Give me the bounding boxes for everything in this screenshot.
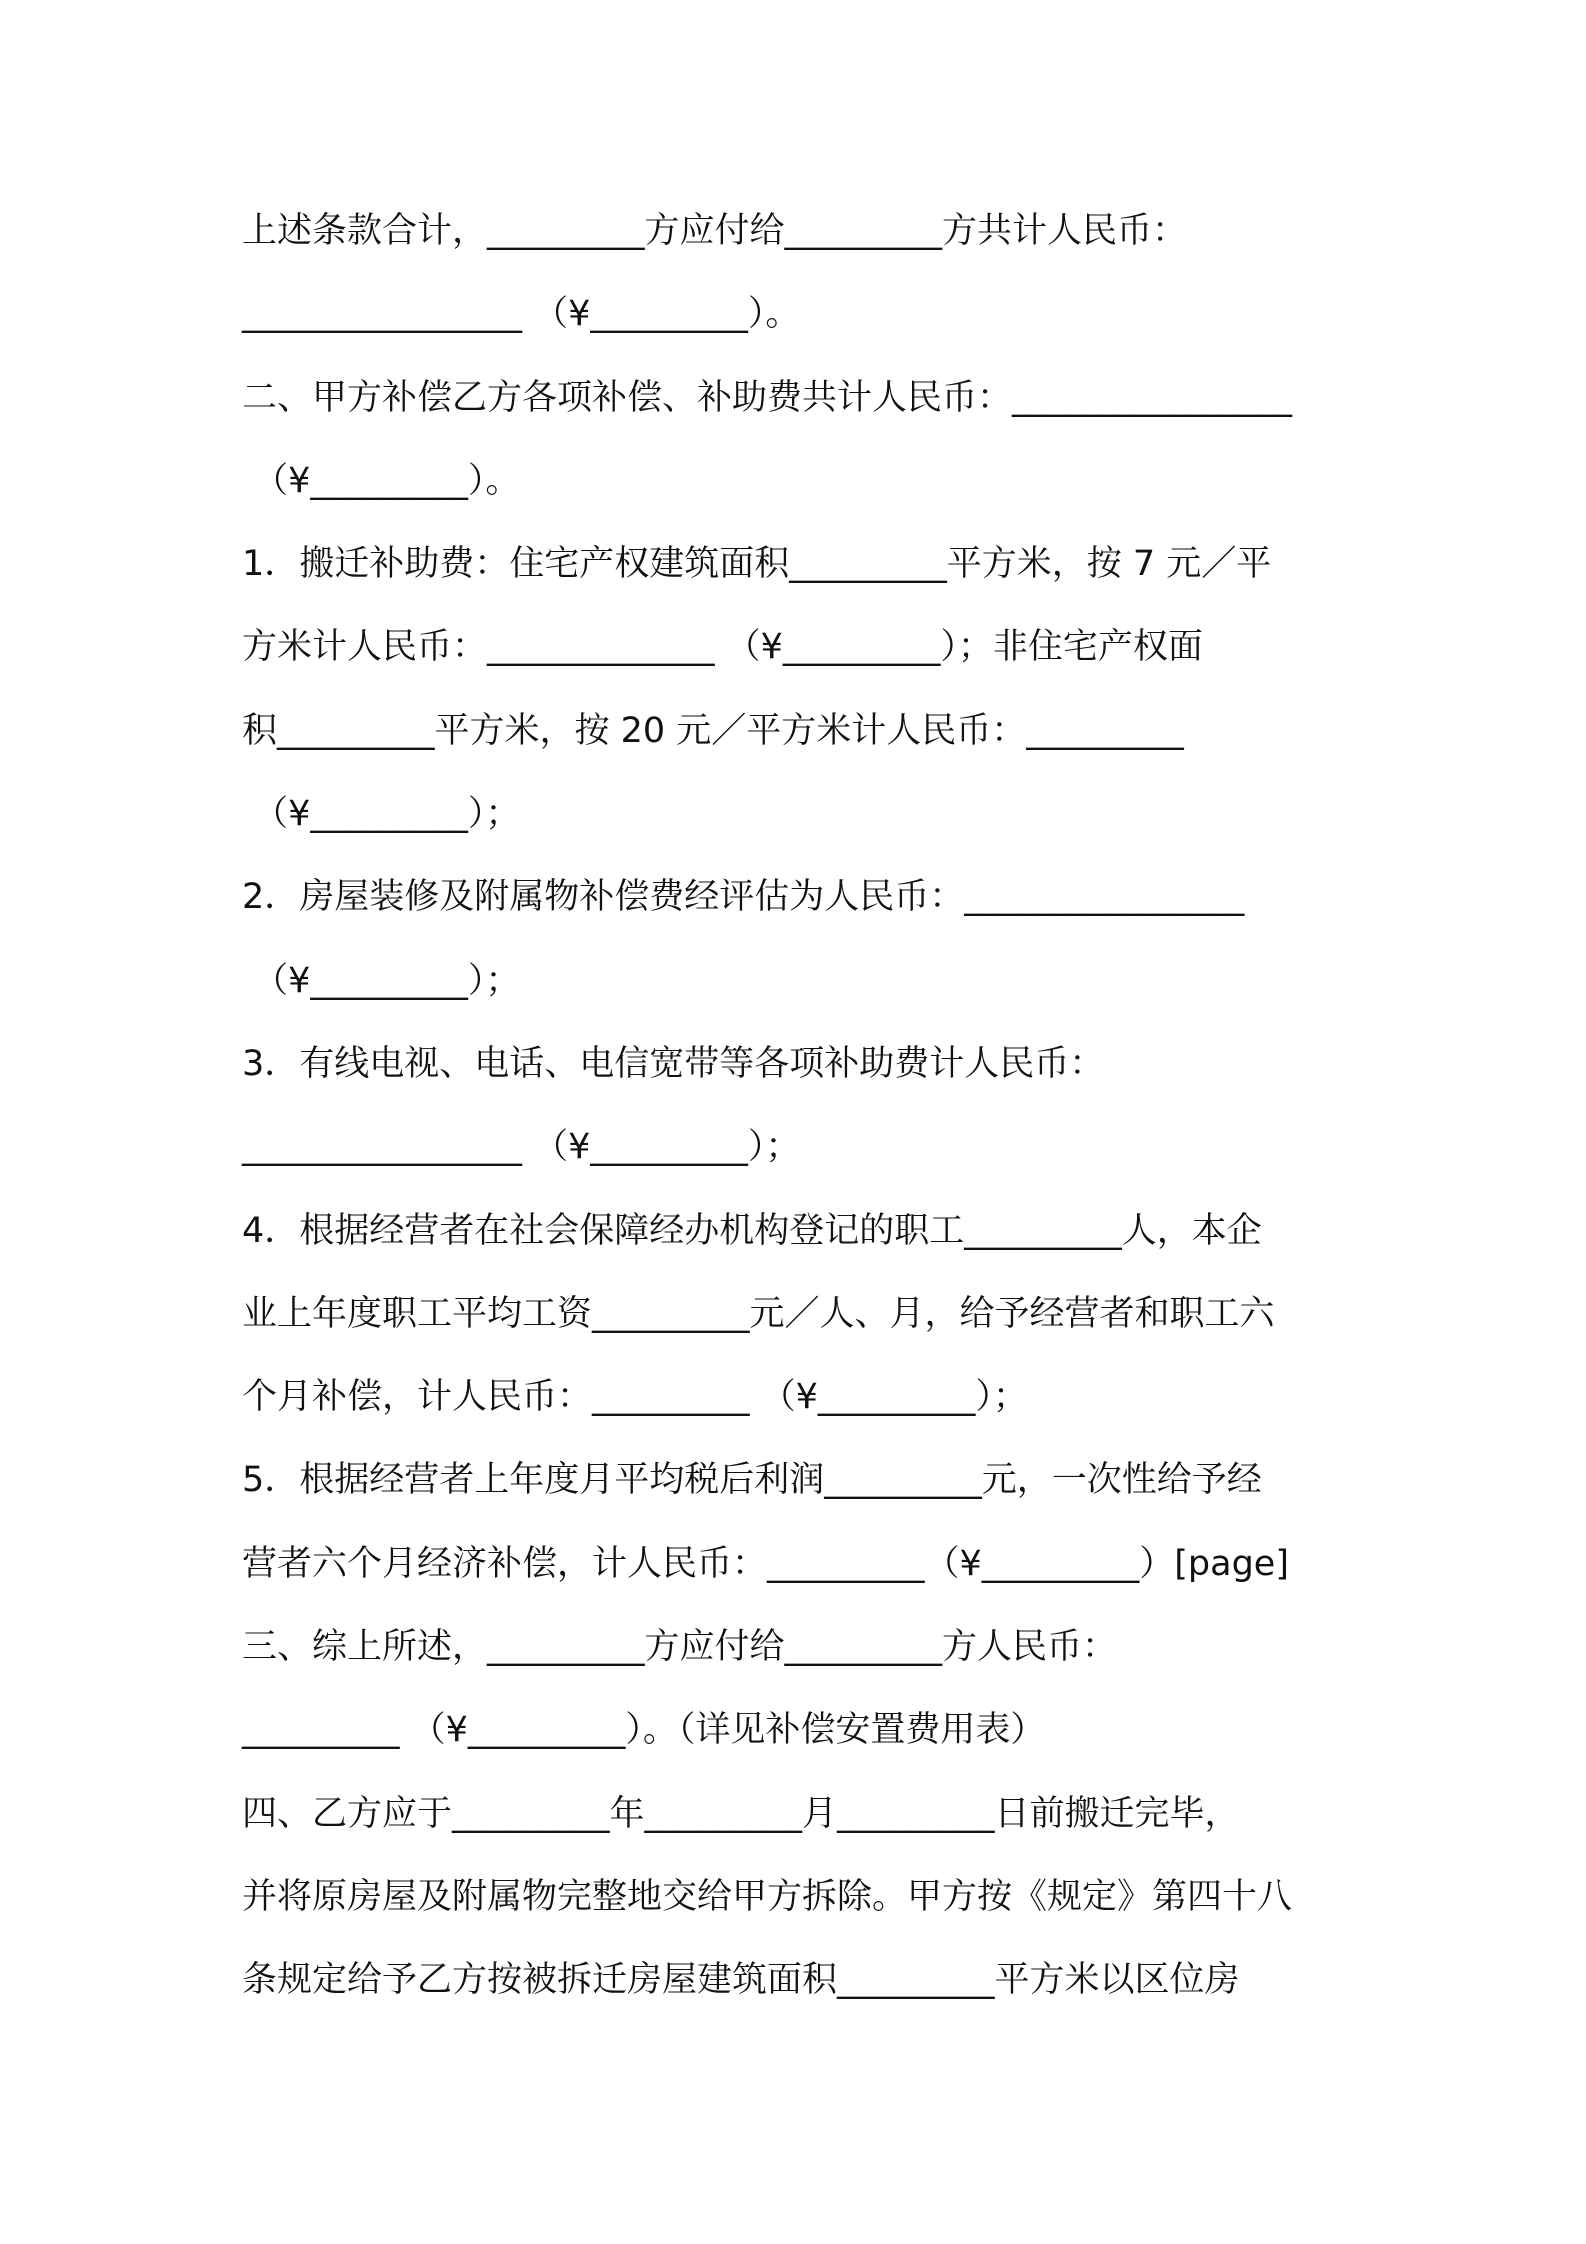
text-line: 四、乙方应于_________年_________月_________日前搬迁完毕， xyxy=(242,1793,1240,1834)
text-line: 上述条款合计，_________方应付给_________方共计人民币： xyxy=(242,211,1188,251)
text-line: 个月补偿，计人民币：_________ （¥_________）； xyxy=(242,1377,1028,1418)
text-line: 二、甲方补偿乙方各项补偿、补助费共计人民币：________________ xyxy=(242,377,1293,418)
text-line: 2．房屋装修及附属物补偿费经评估为人民币：________________ xyxy=(242,877,1245,918)
text-line: （¥_________）； xyxy=(242,794,521,835)
text-line: 营者六个月经济补偿，计人民币：_________（¥_________）[page] xyxy=(242,1543,1289,1584)
text-line: 5．根据经营者上年度月平均税后利润_________元，一次性给予经 xyxy=(242,1460,1262,1501)
text-line: 条规定给予乙方按被拆迁房屋建筑面积_________平方米以区位房 xyxy=(242,1960,1240,2001)
text-line: ________________ （¥_________）； xyxy=(242,1127,801,1168)
text-line: ________________ （¥_________）。 xyxy=(242,294,801,335)
text-line: 积_________平方米，按 20 元／平方米计人民币：_________ xyxy=(242,710,1184,751)
text-line: （¥_________）； xyxy=(242,960,521,1001)
text-line: 4．根据经营者在社会保障经办机构登记的职工_________人，本企 xyxy=(242,1210,1262,1251)
document-body xyxy=(242,190,1362,2023)
text-line: 方米计人民币：_____________ （¥_________）；非住宅产权面 xyxy=(242,627,1203,668)
text-line: 并将原房屋及附属物完整地交给甲方拆除。甲方按《规定》第四十八 xyxy=(242,1876,1293,1917)
text-line: （¥_________）。 xyxy=(242,460,521,501)
text-line: 1．搬迁补助费：住宅产权建筑面积_________平方米，按 7 元／平 xyxy=(242,544,1272,585)
text-line: 3．有线电视、电话、电信宽带等各项补助费计人民币： xyxy=(242,1043,1105,1084)
text-line: 三、综上所述，_________方应付给_________方人民币： xyxy=(242,1627,1118,1668)
text-line: _________ （¥_________）。（详见补偿安置费用表） xyxy=(242,1710,1046,1751)
text-line: 业上年度职工平均工资_________元／人、月，给予经营者和职工六 xyxy=(242,1293,1275,1334)
